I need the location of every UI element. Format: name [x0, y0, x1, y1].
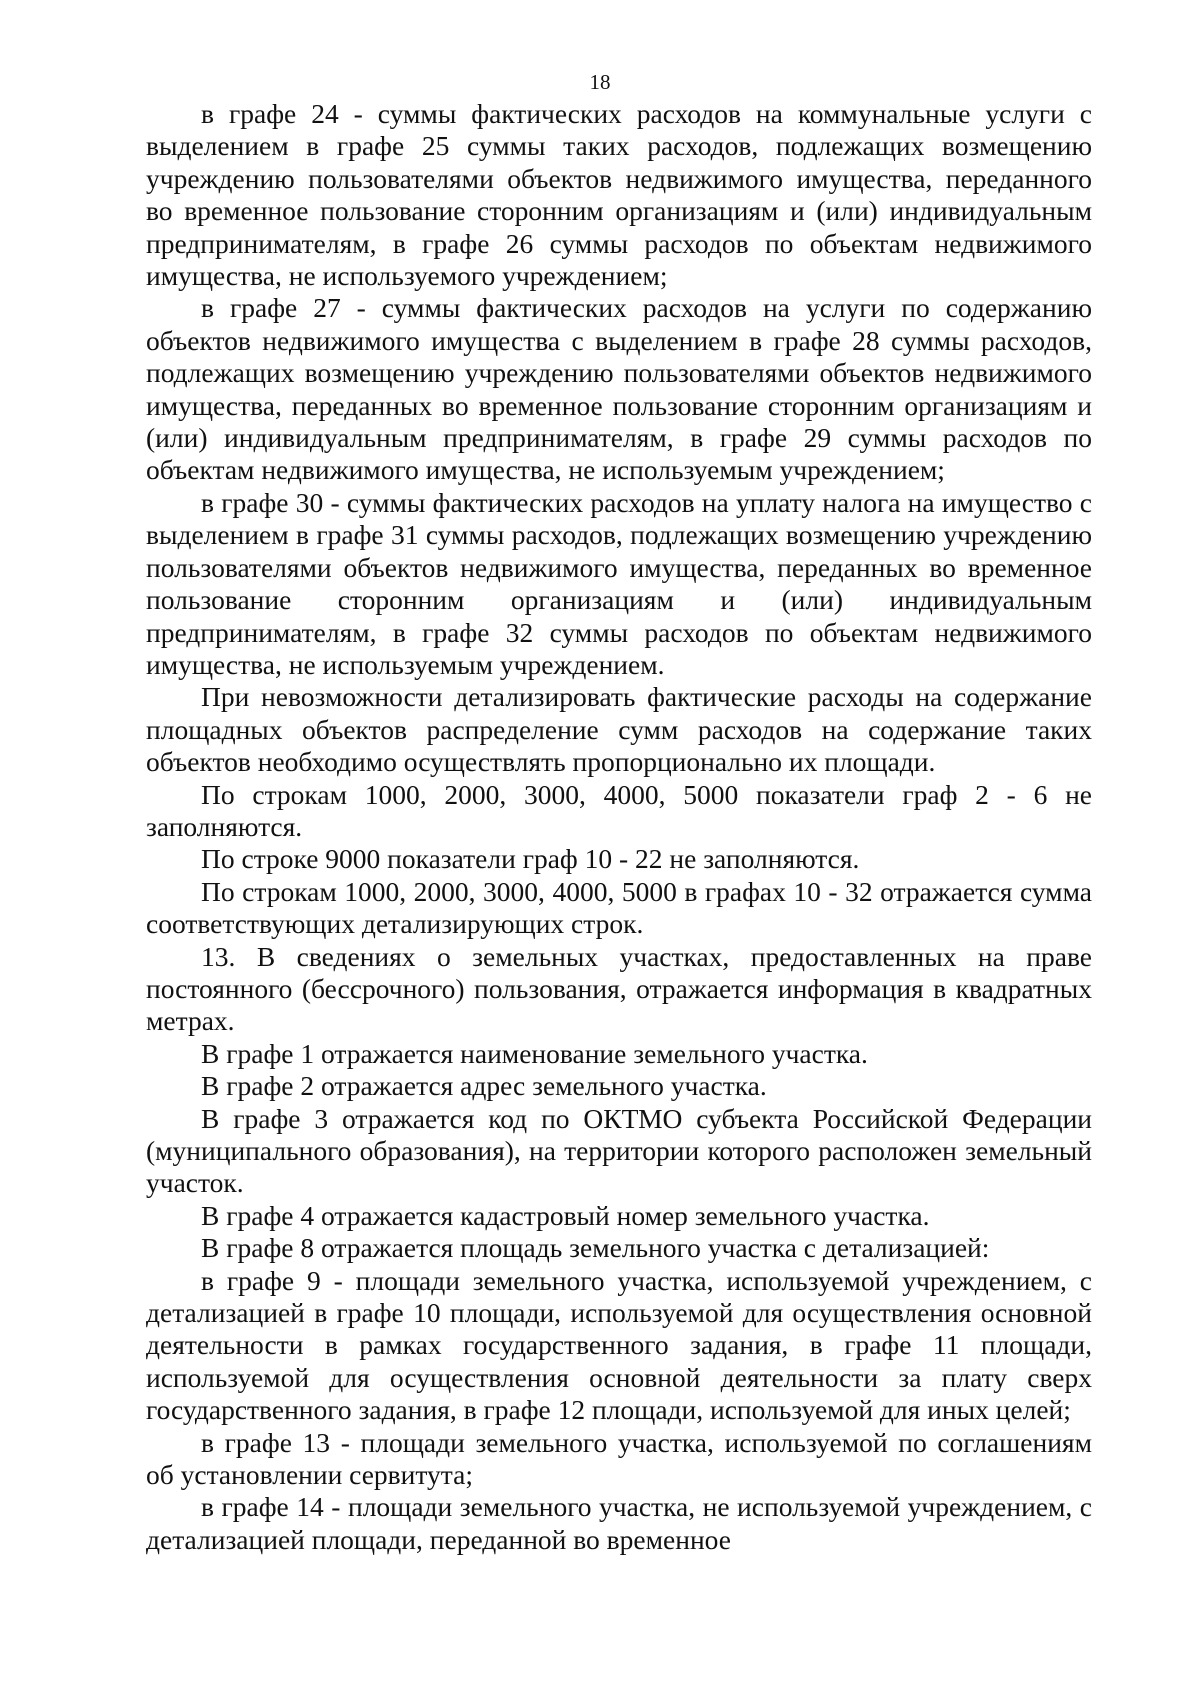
paragraph-row-9000: По строке 9000 показатели граф 10 - 22 не заполняются. [201, 843, 860, 875]
paragraph-land-graph-2: В графе 2 отражается адрес земельного участка. [201, 1070, 767, 1102]
paragraph-land-graph-8: В графе 8 отражается площадь земельного участка с детализацией: [201, 1232, 990, 1264]
paragraph-graph-24: в графе 24 - суммы фактических расходов на коммунальные услуги с выделением в графе 25 суммы таких расходов, подлежащих возмещению учреждению пользователями объектов недвижимого имущества, переданного во временное пользование сторонним организациям и (или) индивидуальным предпринимателям, в графе 26 суммы расходов по объектам недвижимого имущества, не используемого учреждением; [146, 98, 1092, 292]
document-text [146, 98, 1092, 1556]
paragraph-rows-1000-5000-graphs-2-6: По строкам 1000, 2000, 3000, 4000, 5000 показатели граф 2 - 6 не заполняются. [146, 778, 1092, 842]
paragraph-land-graph-14: в графе 14 - площади земельного участка, не используемой учреждением, с детализацией площади, переданной во временное [146, 1491, 1092, 1555]
paragraph-section-13: 13. В сведениях о земельных участках, предоставленных на праве постоянного (бессрочного) пользования, отражается информация в квадратных метрах. [146, 940, 1092, 1037]
paragraph-land-graph-13: в графе 13 - площади земельного участка, используемой по соглашениям об установлении сервитута; [146, 1426, 1092, 1491]
page-number: 18 [589, 70, 611, 94]
paragraph-graph-27: в графе 27 - суммы фактических расходов на услуги по содержанию объектов недвижимого имущества с выделением в графе 28 суммы расходов, подлежащих возмещению учреждению пользователями объектов недвижимого имущества, переданных во временное пользование сторонним организациям и (или) индивидуальным предпринимателям, в графе 29 суммы расходов по объектам недвижимого имущества, не используемым учреждением; [146, 292, 1092, 486]
paragraph-rows-1000-5000-graphs-10-32: По строкам 1000, 2000, 3000, 4000, 5000 в графах 10 - 32 отражается сумма соответствующих детализирующих строк. [146, 875, 1092, 940]
paragraph-land-graph-9: в графе 9 - площади земельного участка, используемой учреждением, с детализацией в графе 10 площади, используемой для осуществления основной деятельности в рамках государственного задания, в графе 11 площади, используемой для осуществления основной деятельности за плату сверх государственного задания, в графе 12 площади, используемой для иных целей; [146, 1264, 1092, 1426]
paragraph-land-graph-4: В графе 4 отражается кадастровый номер земельного участка. [201, 1199, 930, 1231]
paragraph-proportional-distribution: При невозможности детализировать фактические расходы на содержание площадных объектов распределение сумм расходов на содержание таких объектов необходимо осуществлять пропорционально их площади. [146, 681, 1092, 778]
paragraph-land-graph-1: В графе 1 отражается наименование земельного участка. [201, 1037, 868, 1069]
paragraph-graph-30: в графе 30 - суммы фактических расходов на уплату налога на имущество с выделением в графе 31 суммы расходов, подлежащих возмещению учреждению пользователями объектов недвижимого имущества, переданных во временное пользование сторонним организациям и (или) индивидуальным предпринимателям, в графе 32 суммы расходов по объектам недвижимого имущества, не используемым учреждением. [146, 486, 1092, 680]
paragraph-land-graph-3: В графе 3 отражается код по ОКТМО субъекта Российской Федерации (муниципального образования), на территории которого расположен земельный участок. [146, 1102, 1092, 1199]
